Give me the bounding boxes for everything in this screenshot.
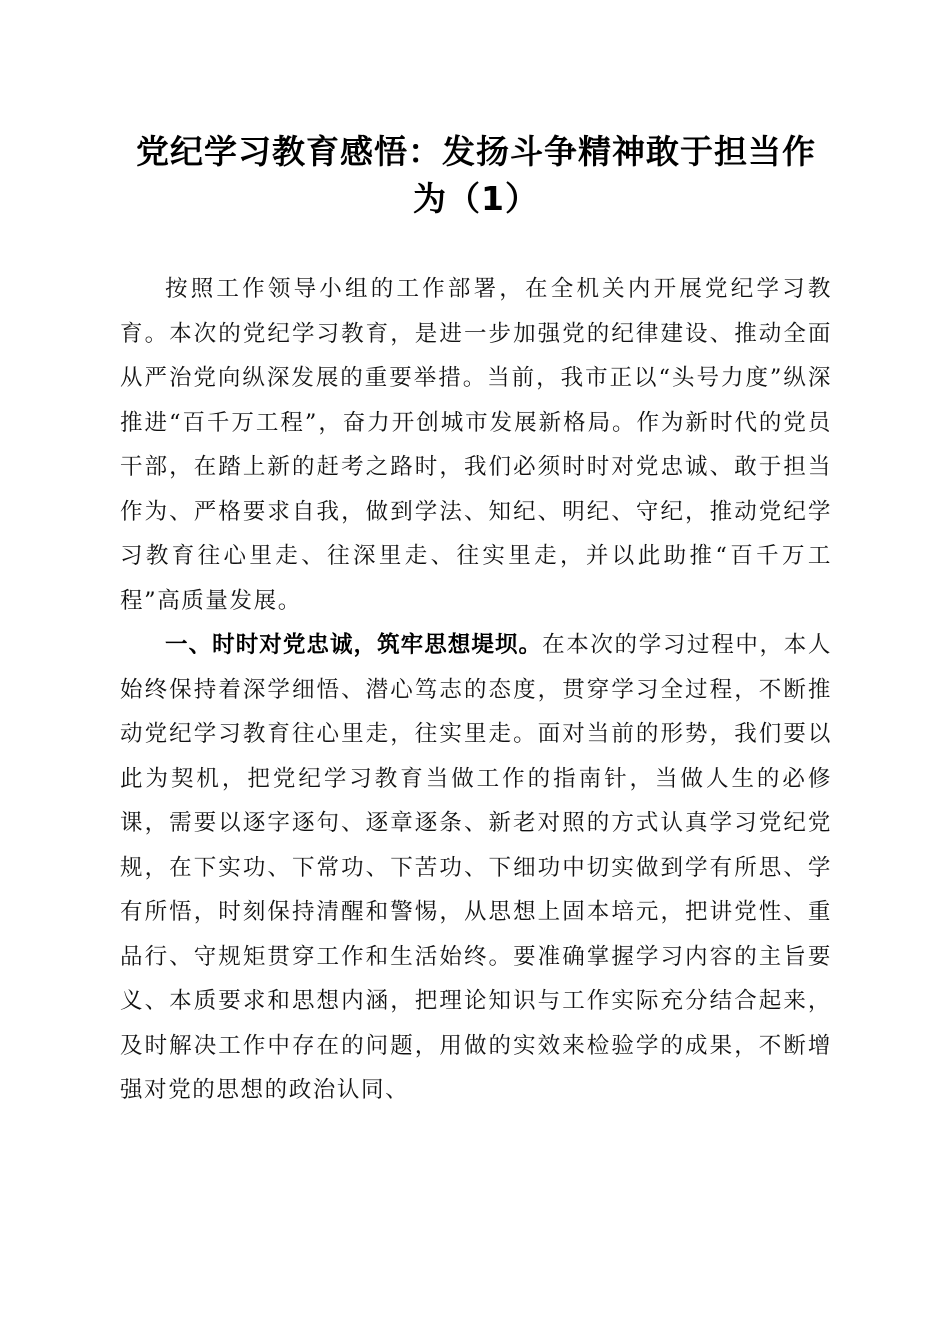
paragraph-section-1 bbox=[120, 623, 832, 1113]
section-1-text: 在本次的学习过程中，本人始终保持着深学细悟、潜心笃志的态度，贯穿学习全过程，不断推动党纪学习教育往心里走，往实里走。面对当前的形势，我们要以此为契机，把党纪学习教育当做工作的指南针，当做人生的必修课，需要以逐字逐句、逐章逐条、新老对照的方式认真学习党纪党规，在下实功、下常功、下苦功、下细功中切实做到学有所思、学有所悟，时刻保持清醒和警惕，从思想上固本培元，把讲党性、重品行、守规矩贯穿工作和生活始终。要准确掌握学习内容的主旨要义、本质要求和思想内涵，把理论知识与工作实际充分结合起来，及时解决工作中存在的问题，用做的实效来检验学的成果，不断增强对党的思想的政治认同、 bbox=[120, 632, 832, 1103]
paragraph-intro-text: 按照工作领导小组的工作部署，在全机关内开展党纪学习教育。本次的党纪学习教育，是进一步加强党的纪律建设、推动全面从严治党向纵深发展的重要举措。当前，我市正以“头号力度”纵深推进“百千万工程”，奋力开创城市发展新格局。作为新时代的党员干部，在踏上新的赶考之路时，我们必须时时对党忠诚、敢于担当作为、严格要求自我，做到学法、知纪、明纪、守纪，推动党纪学习教育往心里走、往深里走、往实里走，并以此助推“百千万工程”高质量发展。 bbox=[120, 276, 832, 614]
paragraph-intro bbox=[120, 267, 832, 623]
document-title: 党纪学习教育感悟：发扬斗争精神敢于担当作为（1） bbox=[136, 132, 816, 218]
document-page bbox=[120, 128, 832, 1113]
document-body bbox=[120, 267, 832, 1113]
section-1-heading: 一、时时对党忠诚，筑牢思想堤坝。 bbox=[165, 632, 543, 658]
